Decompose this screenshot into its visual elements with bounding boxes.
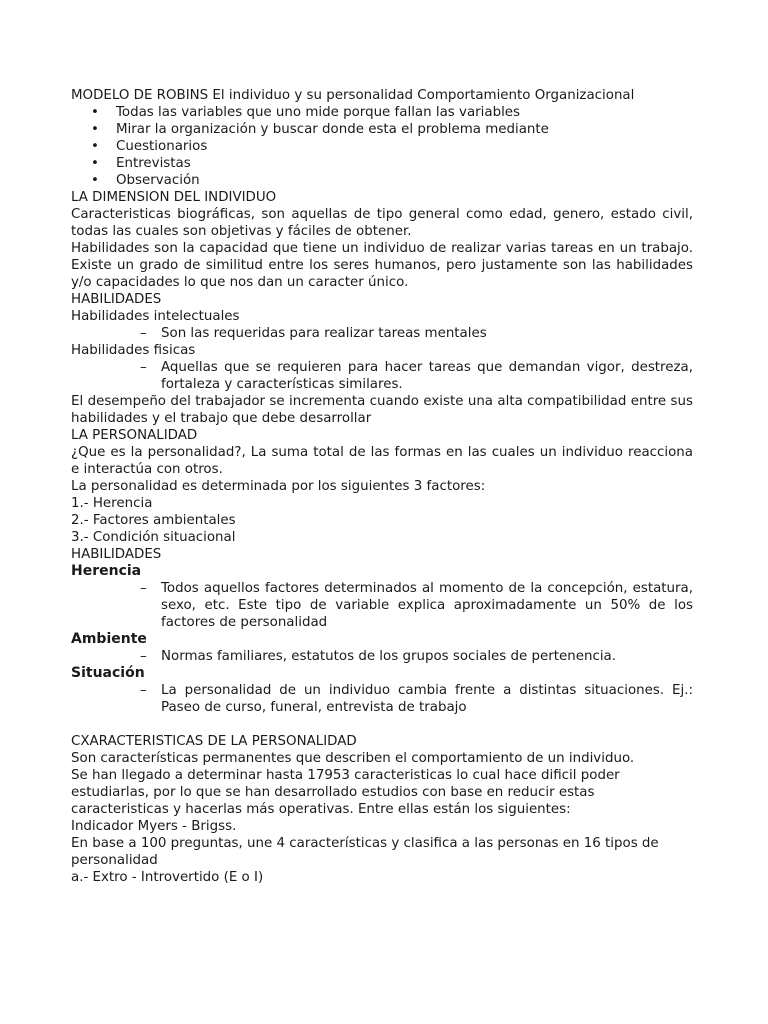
document-body <box>71 87 693 886</box>
bullet-marker: • <box>91 156 99 171</box>
paragraph: Son características permanentes que describen el comportamiento de un individuo. <box>71 751 635 766</box>
bullet-marker: • <box>91 173 99 188</box>
dash-marker: – <box>140 360 147 375</box>
paragraph: Habilidades intelectuales <box>71 309 240 324</box>
item-text: Todas las variables que uno mide porque fallan las variables <box>116 105 521 120</box>
paragraph: Caracteristicas biográficas, son aquellas de tipo general como edad, genero, estado civil, todas las cuales son objetivas y fáciles de obtener. <box>71 207 693 239</box>
item-text: Todos aquellos factores determinados al momento de la concepción, estatura, sexo, etc. Este tipo de variable explica aproximadamente un 50% de los factores de personalidad <box>161 581 693 630</box>
paragraph: MODELO DE ROBINS El individuo y su personalidad Comportamiento Organizacional <box>71 88 635 103</box>
dash-item <box>140 359 693 393</box>
item-text: Mirar la organización y buscar donde esta el problema mediante <box>116 122 549 137</box>
paragraph: HABILIDADES <box>71 547 162 562</box>
bullet-item <box>71 104 693 121</box>
section-heading: Situación <box>71 665 145 681</box>
paragraph: 3.- Condición situacional <box>71 530 236 545</box>
dash-item <box>140 580 693 631</box>
bullet-item <box>71 155 693 172</box>
section-heading: Herencia <box>71 563 142 579</box>
paragraph: 1.- Herencia <box>71 496 153 511</box>
paragraph: Habilidades fisicas <box>71 343 196 358</box>
item-text: Normas familiares, estatutos de los grupos sociales de pertenencia. <box>161 649 617 664</box>
paragraph: El desempeño del trabajador se incrementa cuando existe una alta compatibilidad entre sus habilidades y el trabajo que debe desarrollar <box>71 394 693 426</box>
item-text: Observación <box>116 173 200 188</box>
item-text: Cuestionarios <box>116 139 208 154</box>
paragraph: a.- Extro - Introvertido (E o I) <box>71 870 264 885</box>
bullet-item <box>71 138 693 155</box>
dash-marker: – <box>140 326 147 341</box>
paragraph: La personalidad es determinada por los siguientes 3 factores: <box>71 479 486 494</box>
dash-marker: – <box>140 581 147 596</box>
paragraph: LA PERSONALIDAD <box>71 428 198 443</box>
bullet-marker: • <box>91 139 99 154</box>
bullet-item <box>71 172 693 189</box>
bullet-marker: • <box>91 122 99 137</box>
paragraph: HABILIDADES <box>71 292 162 307</box>
paragraph: En base a 100 preguntas, une 4 características y clasifica a las personas en 16 tipos de personalidad <box>71 836 659 868</box>
item-text: Aquellas que se requieren para hacer tareas que demandan vigor, destreza, fortaleza y características similares. <box>161 360 693 392</box>
dash-item <box>140 648 693 665</box>
item-text: Entrevistas <box>116 156 191 171</box>
paragraph: ¿Que es la personalidad?, La suma total de las formas en las cuales un individuo reacciona e interactúa con otros. <box>71 445 693 477</box>
dash-item <box>140 682 693 716</box>
item-text: Son las requeridas para realizar tareas mentales <box>161 326 487 341</box>
paragraph: 2.- Factores ambientales <box>71 513 236 528</box>
spacer <box>71 716 693 733</box>
paragraph: Indicador Myers - Brigss. <box>71 819 237 834</box>
paragraph: CXARACTERISTICAS DE LA PERSONALIDAD <box>71 734 357 749</box>
paragraph: Habilidades son la capacidad que tiene un individuo de realizar varias tareas en un trabajo. Existe un grado de similitud entre los seres humanos, pero justamente son las habilidades y/o capacidades lo que nos dan un caracter único. <box>71 241 693 290</box>
paragraph: LA DIMENSION DEL INDIVIDUO <box>71 190 277 205</box>
bullet-item <box>71 121 693 138</box>
bullet-marker: • <box>91 105 99 120</box>
dash-item <box>140 325 693 342</box>
item-text: La personalidad de un individuo cambia frente a distintas situaciones. Ej.: Paseo de curso, funeral, entrevista de trabajo <box>161 683 693 715</box>
dash-marker: – <box>140 683 147 698</box>
paragraph: Se han llegado a determinar hasta 17953 caracteristicas lo cual hace dificil poder estudiarlas, por lo que se han desarrollado estudios con base en reducir estas caracteristicas y hacerlas más operativas. Entre ellas están los siguientes: <box>71 768 620 817</box>
dash-marker: – <box>140 649 147 664</box>
section-heading: Ambiente <box>71 631 147 647</box>
